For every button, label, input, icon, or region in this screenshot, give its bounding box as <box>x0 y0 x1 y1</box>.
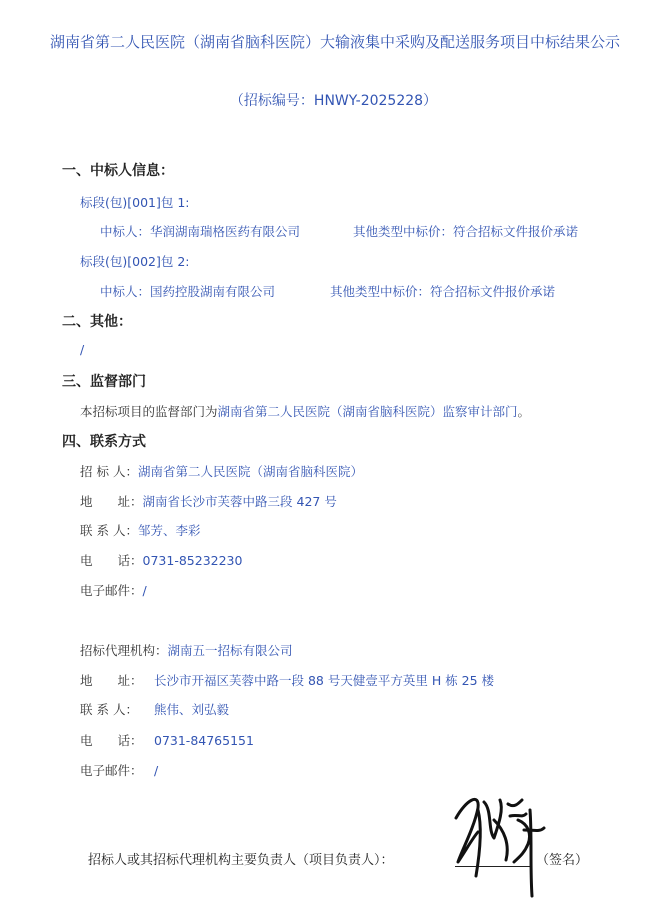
signature-label: 招标人或其招标代理机构主要负责人（项目负责人）： <box>88 853 394 868</box>
page-title: 湖南省第二人民医院（湖南省脑科医院）大输液集中采购及配送服务项目中标结果公示 <box>49 33 620 51</box>
contact-label: 联 系 人： <box>80 523 138 538</box>
lot-2-label: 标段(包)[002]包 2: <box>80 254 190 269</box>
email-row <box>80 581 147 599</box>
agency-email-row <box>80 761 158 779</box>
agency-email-label: 电子邮件： <box>80 763 143 778</box>
agency-value: 湖南五一招标有限公司 <box>167 643 293 658</box>
bid-number: （招标编号：HNWY-2025228） <box>229 93 438 109</box>
email-label: 电子邮件： <box>80 583 143 598</box>
section-2-heading: 二、其他： <box>62 314 132 330</box>
supervision-prefix: 本招标项目的监督部门为 <box>80 404 218 419</box>
agency-label: 招标代理机构： <box>80 643 168 658</box>
signature-suffix: （签名） <box>536 853 589 868</box>
supervision-text <box>80 402 530 420</box>
email-value: / <box>142 583 147 598</box>
agency-contact-row <box>80 700 229 718</box>
phone-label: 电 话： <box>80 553 143 568</box>
tenderer-label: 招 标 人： <box>80 464 138 479</box>
tenderer-value: 湖南省第二人民医院（湖南省脑科医院） <box>137 464 363 479</box>
supervision-dept: 湖南省第二人民医院（湖南省脑科医院）监察审计部门 <box>217 404 518 419</box>
section-4-heading: 四、联系方式 <box>62 434 146 450</box>
agency-phone-value: 0731-84765151 <box>154 733 254 748</box>
lot-1-price: 其他类型中标价：符合招标文件报价承诺 <box>353 224 579 239</box>
contact-value: 邹芳、李彩 <box>137 523 201 538</box>
tenderer-row <box>80 462 363 480</box>
agency-address-row <box>80 671 494 689</box>
agency-contact-label: 联 系 人： <box>80 702 138 717</box>
agency-phone-label: 电 话： <box>80 733 143 748</box>
contact-row <box>80 521 200 539</box>
section-2-content: / <box>80 342 85 357</box>
lot-1-winner: 中标人：华润湖南瑞格医药有限公司 <box>100 224 301 239</box>
agency-address-label: 地 址： <box>80 673 143 688</box>
agency-email-value: / <box>154 763 159 778</box>
agency-contact-value: 熊伟、刘弘毅 <box>154 702 230 717</box>
lot-1-label: 标段(包)[001]包 1: <box>80 195 190 210</box>
lot-2-winner: 中标人：国药控股湖南有限公司 <box>100 284 276 299</box>
handwritten-signature <box>448 780 558 900</box>
address-value: 湖南省长沙市芙蓉中路三段 427 号 <box>142 494 337 509</box>
agency-address-value: 长沙市开福区芙蓉中路一段 88 号天健壹平方英里 H 栋 25 楼 <box>154 673 495 688</box>
address-row <box>80 492 337 510</box>
section-3-heading: 三、监督部门 <box>62 374 146 390</box>
section-1-heading: 一、中标人信息： <box>62 163 174 179</box>
agency-phone-row <box>80 731 254 749</box>
agency-row <box>80 641 293 659</box>
phone-row <box>80 551 242 569</box>
lot-2-price: 其他类型中标价：符合招标文件报价承诺 <box>330 284 556 299</box>
address-label: 地 址： <box>80 494 143 509</box>
supervision-suffix: 。 <box>517 404 531 419</box>
phone-value: 0731-85232230 <box>142 553 243 568</box>
